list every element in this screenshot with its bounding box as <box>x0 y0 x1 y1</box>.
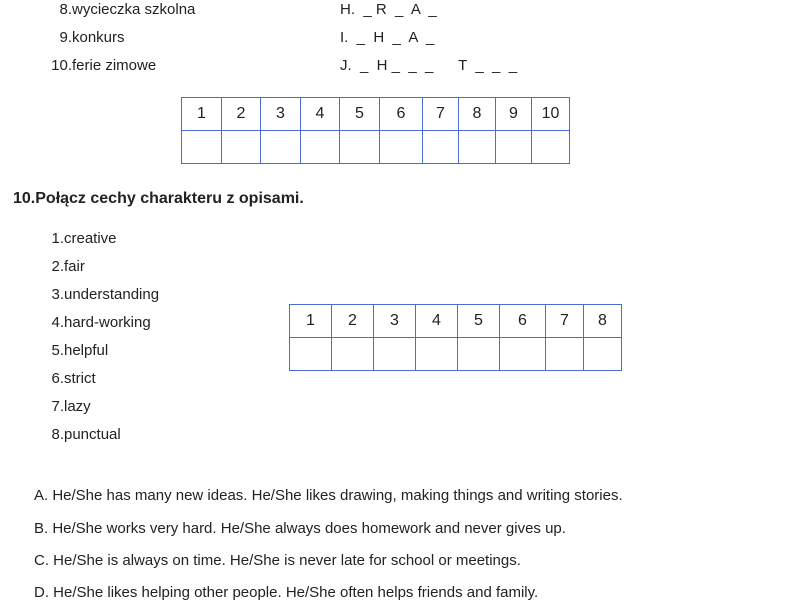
header-cell: 9 <box>496 98 532 131</box>
list-item <box>46 230 159 258</box>
description-c: C. He/She is always on time. He/She is never late for school or meetings. <box>34 552 521 569</box>
answer-cell[interactable] <box>261 131 301 164</box>
item-number: 6. <box>51 370 64 387</box>
item-number: 7. <box>51 398 64 415</box>
answer-cell[interactable] <box>222 131 261 164</box>
list-item <box>46 258 159 286</box>
table-answer-row <box>290 338 622 371</box>
item-number: 9. <box>59 29 72 46</box>
answer-cell[interactable] <box>546 338 584 371</box>
item-number: 4. <box>51 314 64 331</box>
item-text: punctual <box>64 426 121 443</box>
item-text: wycieczka szkolna <box>72 1 196 18</box>
header-cell: 8 <box>459 98 496 131</box>
list-item <box>46 370 159 398</box>
header-cell: 3 <box>261 98 301 131</box>
list-item <box>46 286 159 314</box>
answer-cell[interactable] <box>496 131 532 164</box>
letter-clue-h: H. _ R _ A _ <box>340 1 437 18</box>
letter-clue-j: J. _ H _ _ _ T _ _ _ <box>340 57 518 74</box>
answer-cell[interactable] <box>374 338 416 371</box>
list-item <box>46 342 159 370</box>
item-text: konkurs <box>72 29 125 46</box>
list-item <box>44 29 195 57</box>
item-text: lazy <box>64 398 91 415</box>
item-number: 8. <box>59 1 72 18</box>
list-item <box>46 314 159 342</box>
letter-clue-i: I. _ H _ A _ <box>340 29 435 46</box>
list-item <box>44 1 195 29</box>
description-d: D. He/She likes helping other people. He/She often helps friends and family. <box>34 584 539 601</box>
header-cell: 1 <box>290 305 332 338</box>
answer-cell[interactable] <box>182 131 222 164</box>
header-cell: 7 <box>546 305 584 338</box>
description-a: A. He/She has many new ideas. He/She likes drawing, making things and writing stories. <box>34 487 623 504</box>
answer-cell[interactable] <box>458 338 500 371</box>
header-cell: 3 <box>374 305 416 338</box>
table-answer-row <box>182 131 570 164</box>
exercise-10-heading: 10.Połącz cechy charakteru z opisami. <box>13 190 304 207</box>
item-number: 1. <box>51 230 64 247</box>
item-number: 8. <box>51 426 64 443</box>
answer-cell[interactable] <box>532 131 570 164</box>
answer-cell[interactable] <box>290 338 332 371</box>
list-item <box>46 398 159 426</box>
answer-cell[interactable] <box>423 131 459 164</box>
header-cell: 1 <box>182 98 222 131</box>
traits-list <box>46 230 159 454</box>
item-number: 3. <box>51 286 64 303</box>
header-cell: 4 <box>301 98 340 131</box>
answer-table-9 <box>181 97 570 164</box>
answer-cell[interactable] <box>340 131 380 164</box>
answer-cell[interactable] <box>332 338 374 371</box>
table-header-row <box>290 305 622 338</box>
item-text: helpful <box>64 342 109 359</box>
header-cell: 6 <box>380 98 423 131</box>
list-item <box>44 57 195 85</box>
answer-cell[interactable] <box>416 338 458 371</box>
header-cell: 5 <box>458 305 500 338</box>
header-cell: 7 <box>423 98 459 131</box>
list-item <box>46 426 159 454</box>
answer-cell[interactable] <box>584 338 622 371</box>
item-text: creative <box>64 230 117 247</box>
header-cell: 2 <box>222 98 261 131</box>
item-text: strict <box>64 370 96 387</box>
header-cell: 10 <box>532 98 570 131</box>
item-text: ferie zimowe <box>72 57 157 74</box>
item-text: understanding <box>64 286 160 303</box>
item-number: 10. <box>51 57 72 74</box>
answer-cell[interactable] <box>301 131 340 164</box>
header-cell: 6 <box>500 305 546 338</box>
answer-cell[interactable] <box>500 338 546 371</box>
header-cell: 8 <box>584 305 622 338</box>
header-cell: 4 <box>416 305 458 338</box>
item-number: 5. <box>51 342 64 359</box>
table-header-row <box>182 98 570 131</box>
item-number: 2. <box>51 258 64 275</box>
description-b: B. He/She works very hard. He/She always does homework and never gives up. <box>34 520 566 537</box>
answer-cell[interactable] <box>380 131 423 164</box>
answer-cell[interactable] <box>459 131 496 164</box>
answer-table-10 <box>289 304 622 371</box>
item-text: fair <box>64 258 85 275</box>
vocab-list <box>44 1 195 85</box>
header-cell: 2 <box>332 305 374 338</box>
item-text: hard-working <box>64 314 151 331</box>
header-cell: 5 <box>340 98 380 131</box>
